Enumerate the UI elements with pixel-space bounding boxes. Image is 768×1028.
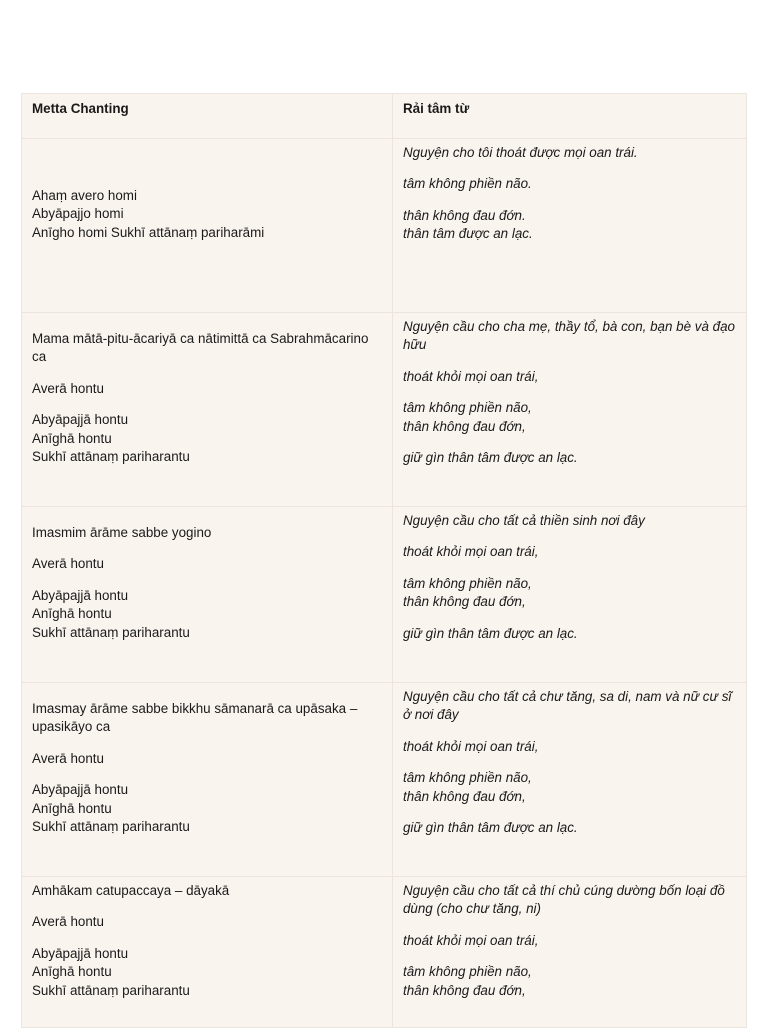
pali-verse-line: Abyāpajjā hontu xyxy=(32,945,129,961)
pali-verse-line: Sukhī attānaṃ pariharantu xyxy=(32,819,190,835)
viet-verse-line: tâm không phiền não, xyxy=(402,575,532,591)
pali-verse-line: Sukhī attānaṃ pariharantu xyxy=(32,982,190,998)
pali-verse-line: Imasmim ārāme sabbe yogino xyxy=(32,525,212,540)
viet-verse-line: thoát khỏi mọi oan trái, xyxy=(402,544,539,560)
pali-verse-line: Anīghā hontu xyxy=(32,964,112,980)
pali-verse-line: Averā hontu xyxy=(32,750,104,766)
pali-verse-line: Anīgho homi Sukhī attānaṃ pariharāmi xyxy=(32,224,265,240)
pali-cell xyxy=(22,683,393,877)
viet-verse-line: thân không đau đớn. xyxy=(402,207,526,223)
pali-cell xyxy=(22,139,393,313)
viet-verse-line: Nguyện cầu cho cha mẹ, thầy tổ, bà con, bạn bè và đạo hữu xyxy=(402,319,735,353)
paragraph-gap xyxy=(403,806,736,819)
paragraph-gap xyxy=(32,398,382,411)
viet-verse-line: thoát khỏi mọi oan trái, xyxy=(402,368,539,384)
table-row xyxy=(22,139,747,313)
paragraph-gap xyxy=(32,768,382,781)
pali-verse-line: Sukhī attānaṃ pariharantu xyxy=(32,624,190,640)
pali-verse-line: Mama mātā-pitu-ācariyā ca nātimittā ca Sabrahmācarino ca xyxy=(32,331,369,365)
paragraph-gap xyxy=(32,367,382,380)
pali-cell xyxy=(22,877,393,1028)
viet-verse-line: giữ gìn thân tâm được an lạc. xyxy=(402,450,578,466)
paragraph-gap xyxy=(403,162,736,175)
table-header-row xyxy=(22,94,747,139)
chanting-table xyxy=(21,93,747,1028)
table-row xyxy=(22,313,747,507)
viet-cell xyxy=(392,507,746,683)
pali-verse-line: Sukhī attānaṃ pariharantu xyxy=(32,449,190,465)
pali-verse-line: Abyāpajjā hontu xyxy=(32,412,129,428)
pali-verse-line: Anīghā hontu xyxy=(32,430,112,446)
paragraph-gap xyxy=(32,542,382,555)
viet-verse-line: thoát khỏi mọi oan trái, xyxy=(402,932,539,948)
viet-verse-line: thoát khỏi mọi oan trái, xyxy=(402,738,539,754)
viet-verse-line: thân không đau đớn, xyxy=(402,788,526,804)
paragraph-gap xyxy=(403,194,736,207)
viet-verse-line: tâm không phiền não. xyxy=(402,176,532,192)
viet-cell xyxy=(392,139,746,313)
viet-verse-line: thân tâm được an lạc. xyxy=(402,226,533,242)
paragraph-gap xyxy=(403,436,736,449)
viet-verse-line: thân không đau đớn, xyxy=(402,982,526,998)
table-row xyxy=(22,683,747,877)
paragraph-gap xyxy=(403,919,736,932)
paragraph-gap xyxy=(403,725,736,738)
viet-cell xyxy=(392,683,746,877)
pali-verse-line: Averā hontu xyxy=(32,380,104,396)
viet-cell xyxy=(392,313,746,507)
viet-verse-line: Nguyện cho tôi thoát được mọi oan trái. xyxy=(402,145,638,160)
paragraph-gap xyxy=(403,756,736,769)
viet-verse-line: tâm không phiền não, xyxy=(402,964,532,980)
paragraph-gap xyxy=(32,932,382,945)
pali-cell xyxy=(22,507,393,683)
paragraph-gap xyxy=(403,950,736,963)
viet-column-header: Rải tâm từ xyxy=(392,94,746,139)
paragraph-gap xyxy=(403,530,736,543)
pali-verse-line: Amhākam catupaccaya – dāyakā xyxy=(32,883,230,898)
paragraph-gap xyxy=(403,562,736,575)
paragraph-gap xyxy=(403,355,736,368)
paragraph-gap xyxy=(32,900,382,913)
table-row xyxy=(22,507,747,683)
viet-cell xyxy=(392,877,746,1028)
pali-verse-line: Abyāpajjo homi xyxy=(32,206,124,222)
viet-verse-line: thân không đau đớn, xyxy=(402,418,526,434)
pali-verse-line: Anīghā hontu xyxy=(32,606,112,622)
viet-verse-line: tâm không phiền não, xyxy=(402,770,532,786)
viet-verse-line: giữ gìn thân tâm được an lạc. xyxy=(402,820,578,836)
table-row xyxy=(22,877,747,1028)
pali-verse-line: Ahaṃ avero homi xyxy=(32,188,137,203)
viet-verse-line: thân không đau đớn, xyxy=(402,594,526,610)
viet-verse-line: Nguyện cầu cho tất cả thiền sinh nơi đây xyxy=(402,513,645,528)
pali-verse-line: Imasmay ārāme sabbe bikkhu sāmanarā ca upāsaka – upasikāyo ca xyxy=(32,701,358,735)
paragraph-gap xyxy=(403,386,736,399)
pali-verse-line: Averā hontu xyxy=(32,556,104,572)
pali-verse-line: Averā hontu xyxy=(32,914,104,930)
pali-verse-line: Anīghā hontu xyxy=(32,800,112,816)
viet-verse-line: Nguyện cầu cho tất cả chư tăng, sa di, nam và nữ cư sĩ ở nơi đây xyxy=(402,689,732,723)
pali-verse-line: Abyāpajjā hontu xyxy=(32,782,129,798)
pali-verse-line: Abyāpajjā hontu xyxy=(32,587,129,603)
viet-verse-line: tâm không phiền não, xyxy=(402,400,532,416)
paragraph-gap xyxy=(403,612,736,625)
paragraph-gap xyxy=(32,574,382,587)
pali-cell xyxy=(22,313,393,507)
viet-verse-line: Nguyện cầu cho tất cả thí chủ cúng dường bốn loại đồ dùng (cho chư tăng, ni) xyxy=(402,883,725,917)
paragraph-gap xyxy=(32,737,382,750)
pali-column-header: Metta Chanting xyxy=(22,94,393,139)
viet-verse-line: giữ gìn thân tâm được an lạc. xyxy=(402,625,578,641)
